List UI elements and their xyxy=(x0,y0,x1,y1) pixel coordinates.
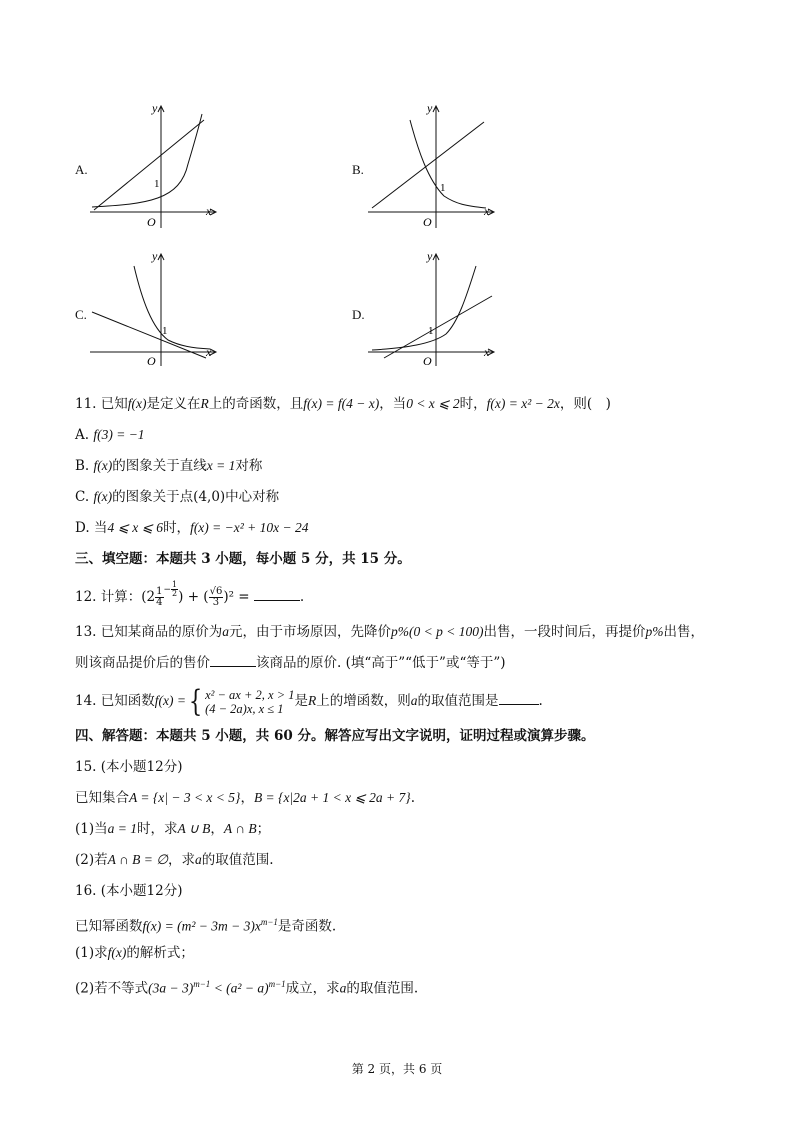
x-label: x xyxy=(206,204,212,218)
q11-option-d: D. 当4 ⩽ x ⩽ 6时，f(x) = −x² + 10x − 24 xyxy=(75,520,309,536)
y-label: y xyxy=(427,249,433,263)
q11-stem: 11. 已知f(x)是定义在R上的奇函数，且f(x) = f(4 − x)，当0 < x ⩽ 2时，f(x) = x² − 2x，则( ) xyxy=(75,396,611,412)
one-label: 1 xyxy=(440,182,446,194)
graph-b xyxy=(366,100,501,230)
one-label: 1 xyxy=(154,178,160,190)
x-label: x xyxy=(484,345,490,359)
q11-option-a: A. f(3) = −1 xyxy=(75,427,145,443)
q16-line2: (1)求f(x)的解析式； xyxy=(75,945,194,961)
section-4-heading: 四、解答题：本题共 5 小题，共 60 分。解答应写出文字说明，证明过程或演算步骤。 xyxy=(75,728,595,744)
x-label: x xyxy=(206,345,212,359)
q13-blank xyxy=(210,654,256,667)
q12-blank xyxy=(254,588,300,601)
option-c-label: C. xyxy=(75,307,87,322)
q11-option-c: C. f(x)的图象关于点(4,0)中心对称 xyxy=(75,489,280,505)
q15-line2: (1)当a = 1时，求A ∪ B，A ∩ B； xyxy=(75,821,271,837)
q11-option-b: B. f(x)的图象关于直线x = 1对称 xyxy=(75,458,263,474)
option-a-label: A. xyxy=(75,162,88,177)
one-label: 1 xyxy=(162,325,168,337)
section-3-heading: 三、填空题：本题共 3 小题，每小题 5 分，共 15 分。 xyxy=(75,551,411,567)
q14-blank xyxy=(499,692,539,705)
q16-line3: (2)若不等式$(3a - 3)^{m-1} < (a^2 - a)^{m-1}$成立，求a的取值范围. xyxy=(75,979,419,997)
page-footer: 第 2 页，共 6 页 xyxy=(351,1062,443,1076)
q15-line1: 已知集合A = {x| − 3 < x < 5}，B = {x|2a + 1 < x ⩽ 2a + 7}. xyxy=(75,790,415,806)
option-d-label: D. xyxy=(352,307,365,322)
graph-d xyxy=(366,248,501,368)
q14: 14. 已知函数f(x) ={ x² − ax + 2, x > 1 (4 − 2a)x, x ≤ 1 是R上的增函数，则a的取值范围是 . xyxy=(75,683,543,719)
one-label: 1 xyxy=(428,325,434,337)
y-label: y xyxy=(152,101,158,115)
q16-head: 16. (本小题12分) xyxy=(75,883,183,899)
q12: 12. 计算：(2 $\frac{1}{4}$ $^{- \frac{1}{2}}$ ) + ( $\frac{√6}{3}$ )² = . xyxy=(75,580,305,608)
origin-label: O xyxy=(423,354,432,368)
origin-label: O xyxy=(147,354,156,368)
q13-line1: 13. 已知某商品的原价为a元，由于市场原因，先降价p%(0 < p < 100)出售，一段时间后，再提价p%出售， xyxy=(75,624,704,640)
origin-label: O xyxy=(423,215,432,229)
q16-line1: 已知幂函数$f(x) = (m^2 - 3m - 3)x^{m-1}$是奇函数. xyxy=(75,917,337,935)
y-label: y xyxy=(427,101,433,115)
q13-line2: 则该商品提价后的售价 该商品的原价. (填“高于”“低于”或“等于”) xyxy=(75,655,506,671)
q15-head: 15. (本小题12分) xyxy=(75,759,183,775)
graph-a xyxy=(88,100,223,230)
x-label: x xyxy=(484,204,490,218)
q15-line3: (2)若A ∩ B = ∅，求a的取值范围. xyxy=(75,852,274,868)
origin-label: O xyxy=(147,215,156,229)
graph-c xyxy=(88,248,223,368)
option-b-label: B. xyxy=(352,162,364,177)
y-label: y xyxy=(152,249,158,263)
exp-curve xyxy=(92,114,202,207)
